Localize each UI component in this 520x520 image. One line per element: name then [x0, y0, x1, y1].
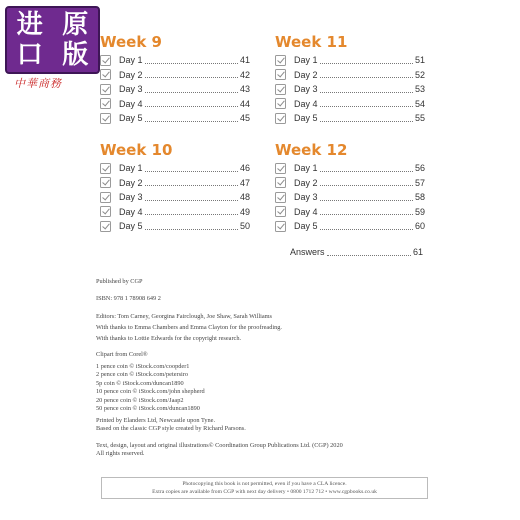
- check-icon: [275, 84, 286, 95]
- day-row: Day 2 47: [100, 176, 250, 191]
- check-icon: [275, 177, 286, 188]
- week-12-section: [275, 141, 425, 234]
- day-row: Day 4 44: [100, 97, 250, 112]
- check-icon: [100, 206, 111, 217]
- coin-credit: 10 pence coin © iStock.com/john shepherd: [96, 388, 205, 396]
- badge-char: 口: [16, 40, 43, 70]
- answers-page: 61: [412, 247, 423, 257]
- imprint-printed: Printed by Elanders Ltd, Newcastle upon Tyne. Based on the classic CGP style created by Richard Parsons.: [96, 417, 246, 433]
- check-icon: [275, 221, 286, 232]
- day-row: Day 2 42: [100, 68, 250, 83]
- badge-char: 版: [62, 40, 89, 70]
- answers-label: Answers: [290, 247, 325, 257]
- imprint-published: Published by CGP: [96, 278, 143, 285]
- week-11-section: [275, 33, 425, 126]
- check-icon: [100, 221, 111, 232]
- badge-char: 进: [16, 10, 43, 40]
- coin-credit: 5p coin © iStock.com/duncan1890: [96, 379, 184, 387]
- coin-credit: 2 pence coin © iStock.com/petersiro: [96, 371, 189, 379]
- imprint-editors: Editors: Tom Carney, Georgina Fairclough, Joe Shaw, Sarah Williams: [96, 313, 272, 320]
- day-row: Day 5 55: [275, 111, 425, 126]
- day-row: Day 3 48: [100, 190, 250, 205]
- week-title: Week 10: [100, 141, 173, 159]
- day-row: Day 5 60: [275, 219, 425, 234]
- week-title: Week 11: [275, 33, 348, 51]
- week-10-section: [100, 141, 250, 234]
- imprint-copyright: Text, design, layout and original illustrations© Coordination Group Publications Ltd. (CGP) 2020 All rights reserved.: [96, 442, 343, 458]
- day-row: Day 4 59: [275, 205, 425, 220]
- check-icon: [100, 192, 111, 203]
- check-icon: [100, 113, 111, 124]
- check-icon: [100, 98, 111, 109]
- badge-char: 原: [62, 10, 89, 40]
- day-row: Day 1 56: [275, 161, 425, 176]
- day-row: Day 3 43: [100, 82, 250, 97]
- check-icon: [275, 55, 286, 66]
- check-icon: [100, 55, 111, 66]
- notice-line: Extra copies are available from CGP with next day delivery • 0800 1712 712 • www.cgpbooks.co.uk: [152, 489, 377, 495]
- check-icon: [275, 113, 286, 124]
- check-icon: [275, 206, 286, 217]
- check-icon: [275, 69, 286, 80]
- day-row: Day 5 50: [100, 219, 250, 234]
- photocopy-notice: [101, 477, 428, 499]
- day-row: Day 1 51: [275, 53, 425, 68]
- week-9-section: [100, 33, 250, 126]
- coin-credit: 50 pence coin © iStock.com/duncan1890: [96, 405, 200, 413]
- coin-credit: 20 pence coin © iStock.com/Jaap2: [96, 396, 184, 404]
- check-icon: [100, 84, 111, 95]
- imprint-isbn: ISBN: 978 1 78908 649 2: [96, 295, 161, 302]
- answers-row: [290, 247, 423, 257]
- day-row: Day 4 54: [275, 97, 425, 112]
- coin-credit: 1 pence coin © iStock.com/coopder1: [96, 363, 190, 370]
- check-icon: [100, 69, 111, 80]
- day-row: Day 2 57: [275, 176, 425, 191]
- badge-publisher: 中華商務: [14, 77, 62, 90]
- imprint-clipart: Clipart from Corel®: [96, 351, 148, 358]
- badge-box: [5, 6, 100, 74]
- check-icon: [275, 192, 286, 203]
- imprint-coin-credits: [96, 363, 205, 413]
- week-title: Week 9: [100, 33, 162, 51]
- notice-line: Photocopying this book is not permitted, even if you have a CLA licence.: [182, 481, 347, 487]
- day-row: Day 3 58: [275, 190, 425, 205]
- day-row: Day 2 52: [275, 68, 425, 83]
- corner-badge: [0, 0, 106, 104]
- check-icon: [275, 98, 286, 109]
- day-row: Day 5 45: [100, 111, 250, 126]
- imprint-thanks-proofreading: With thanks to Emma Chambers and Emma Clayton for the proofreading.: [96, 324, 282, 331]
- check-icon: [100, 163, 111, 174]
- day-row: Day 1 46: [100, 161, 250, 176]
- week-title: Week 12: [275, 141, 348, 159]
- day-row: Day 4 49: [100, 205, 250, 220]
- imprint-thanks-copyright: With thanks to Lottie Edwards for the copyright research.: [96, 335, 242, 342]
- day-row: Day 3 53: [275, 82, 425, 97]
- check-icon: [100, 177, 111, 188]
- day-row: Day 1 41: [100, 53, 250, 68]
- check-icon: [275, 163, 286, 174]
